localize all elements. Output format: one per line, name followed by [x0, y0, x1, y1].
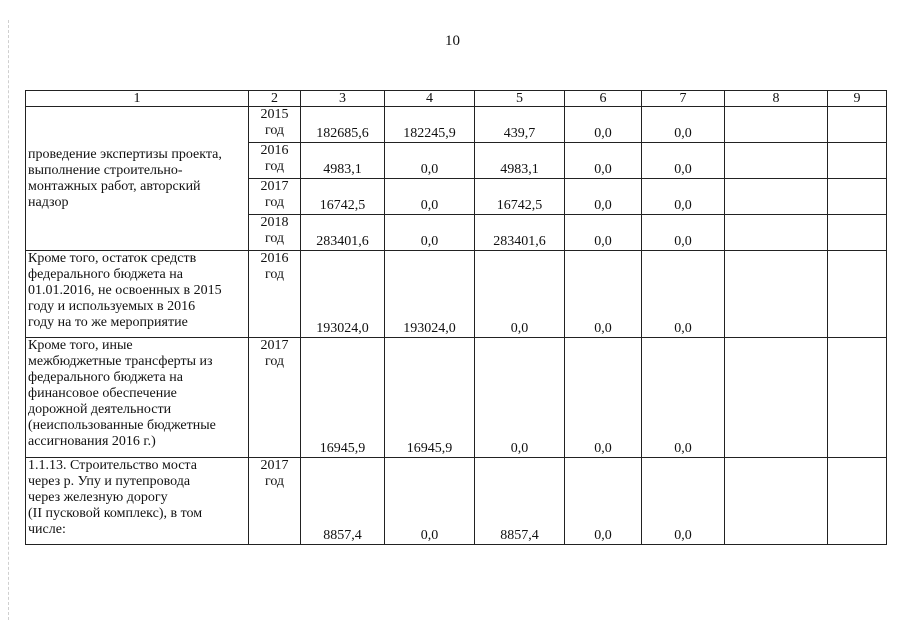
- table-row: [26, 251, 887, 338]
- header-col-4: 4: [385, 91, 475, 107]
- table-row: [26, 458, 887, 545]
- page-number: 10: [445, 33, 460, 49]
- header-col-5: 5: [475, 91, 565, 107]
- empty-cell: [828, 215, 887, 251]
- row-description-expertise: проведение экспертизы проекта, выполнение строительно- монтажных работ, авторский надзор: [26, 107, 249, 251]
- value-cell: 0,0: [565, 143, 642, 179]
- value-cell: 0,0: [565, 179, 642, 215]
- header-col-7: 7: [642, 91, 725, 107]
- value-cell: 0,0: [642, 338, 725, 458]
- empty-cell: [725, 179, 828, 215]
- value-cell: 4983,1: [301, 143, 385, 179]
- header-row: [26, 91, 887, 107]
- value-cell: 182245,9: [385, 107, 475, 143]
- empty-cell: [828, 107, 887, 143]
- year-cell: 2015 год: [249, 107, 301, 143]
- year-cell: 2017 год: [249, 338, 301, 458]
- table-row: [26, 338, 887, 458]
- empty-cell: [725, 107, 828, 143]
- value-cell: 439,7: [475, 107, 565, 143]
- empty-cell: [828, 338, 887, 458]
- header-col-3: 3: [301, 91, 385, 107]
- value-cell: 283401,6: [301, 215, 385, 251]
- year-cell: 2016 год: [249, 143, 301, 179]
- value-cell: 0,0: [565, 458, 642, 545]
- value-cell: 16742,5: [475, 179, 565, 215]
- value-cell: 0,0: [642, 143, 725, 179]
- value-cell: 193024,0: [301, 251, 385, 338]
- empty-cell: [828, 251, 887, 338]
- row-description-remainder: Кроме того, остаток средств федерального бюджета на 01.01.2016, не освоенных в 2015 году и используемых в 2016 году на то же мероприятие: [26, 251, 249, 338]
- value-cell: 0,0: [475, 251, 565, 338]
- year-cell: 2018 год: [249, 215, 301, 251]
- year-cell: 2017 год: [249, 179, 301, 215]
- value-cell: 16945,9: [385, 338, 475, 458]
- value-cell: 8857,4: [301, 458, 385, 545]
- value-cell: 0,0: [475, 338, 565, 458]
- budget-table: [25, 90, 887, 545]
- value-cell: 0,0: [565, 107, 642, 143]
- empty-cell: [828, 143, 887, 179]
- empty-cell: [725, 338, 828, 458]
- empty-cell: [828, 179, 887, 215]
- value-cell: 0,0: [565, 251, 642, 338]
- empty-cell: [725, 143, 828, 179]
- value-cell: 4983,1: [475, 143, 565, 179]
- value-cell: 16742,5: [301, 179, 385, 215]
- value-cell: 0,0: [642, 179, 725, 215]
- value-cell: 0,0: [385, 179, 475, 215]
- row-description-transfers: Кроме того, иные межбюджетные трансферты из федерального бюджета на финансовое обеспечение дорожной деятельности (неиспользованные бюджетные ассигнования 2016 г.): [26, 338, 249, 458]
- header-col-8: 8: [725, 91, 828, 107]
- value-cell: 8857,4: [475, 458, 565, 545]
- empty-cell: [725, 458, 828, 545]
- value-cell: 16945,9: [301, 338, 385, 458]
- value-cell: 0,0: [385, 215, 475, 251]
- value-cell: 0,0: [642, 107, 725, 143]
- value-cell: 0,0: [385, 458, 475, 545]
- year-cell: 2016 год: [249, 251, 301, 338]
- value-cell: 0,0: [642, 458, 725, 545]
- value-cell: 0,0: [565, 215, 642, 251]
- margin-guide-line: [8, 20, 9, 620]
- value-cell: 0,0: [565, 338, 642, 458]
- value-cell: 193024,0: [385, 251, 475, 338]
- header-col-1: 1: [26, 91, 249, 107]
- row-description-bridge: 1.1.13. Строительство моста через р. Упу и путепровода через железную дорогу (II пусковой комплекс), в том числе:: [26, 458, 249, 545]
- header-col-2: 2: [249, 91, 301, 107]
- table-row: [26, 107, 887, 143]
- empty-cell: [725, 251, 828, 338]
- value-cell: 283401,6: [475, 215, 565, 251]
- value-cell: 0,0: [385, 143, 475, 179]
- value-cell: 182685,6: [301, 107, 385, 143]
- year-cell: 2017 год: [249, 458, 301, 545]
- header-col-6: 6: [565, 91, 642, 107]
- value-cell: 0,0: [642, 251, 725, 338]
- empty-cell: [725, 215, 828, 251]
- empty-cell: [828, 458, 887, 545]
- header-col-9: 9: [828, 91, 887, 107]
- value-cell: 0,0: [642, 215, 725, 251]
